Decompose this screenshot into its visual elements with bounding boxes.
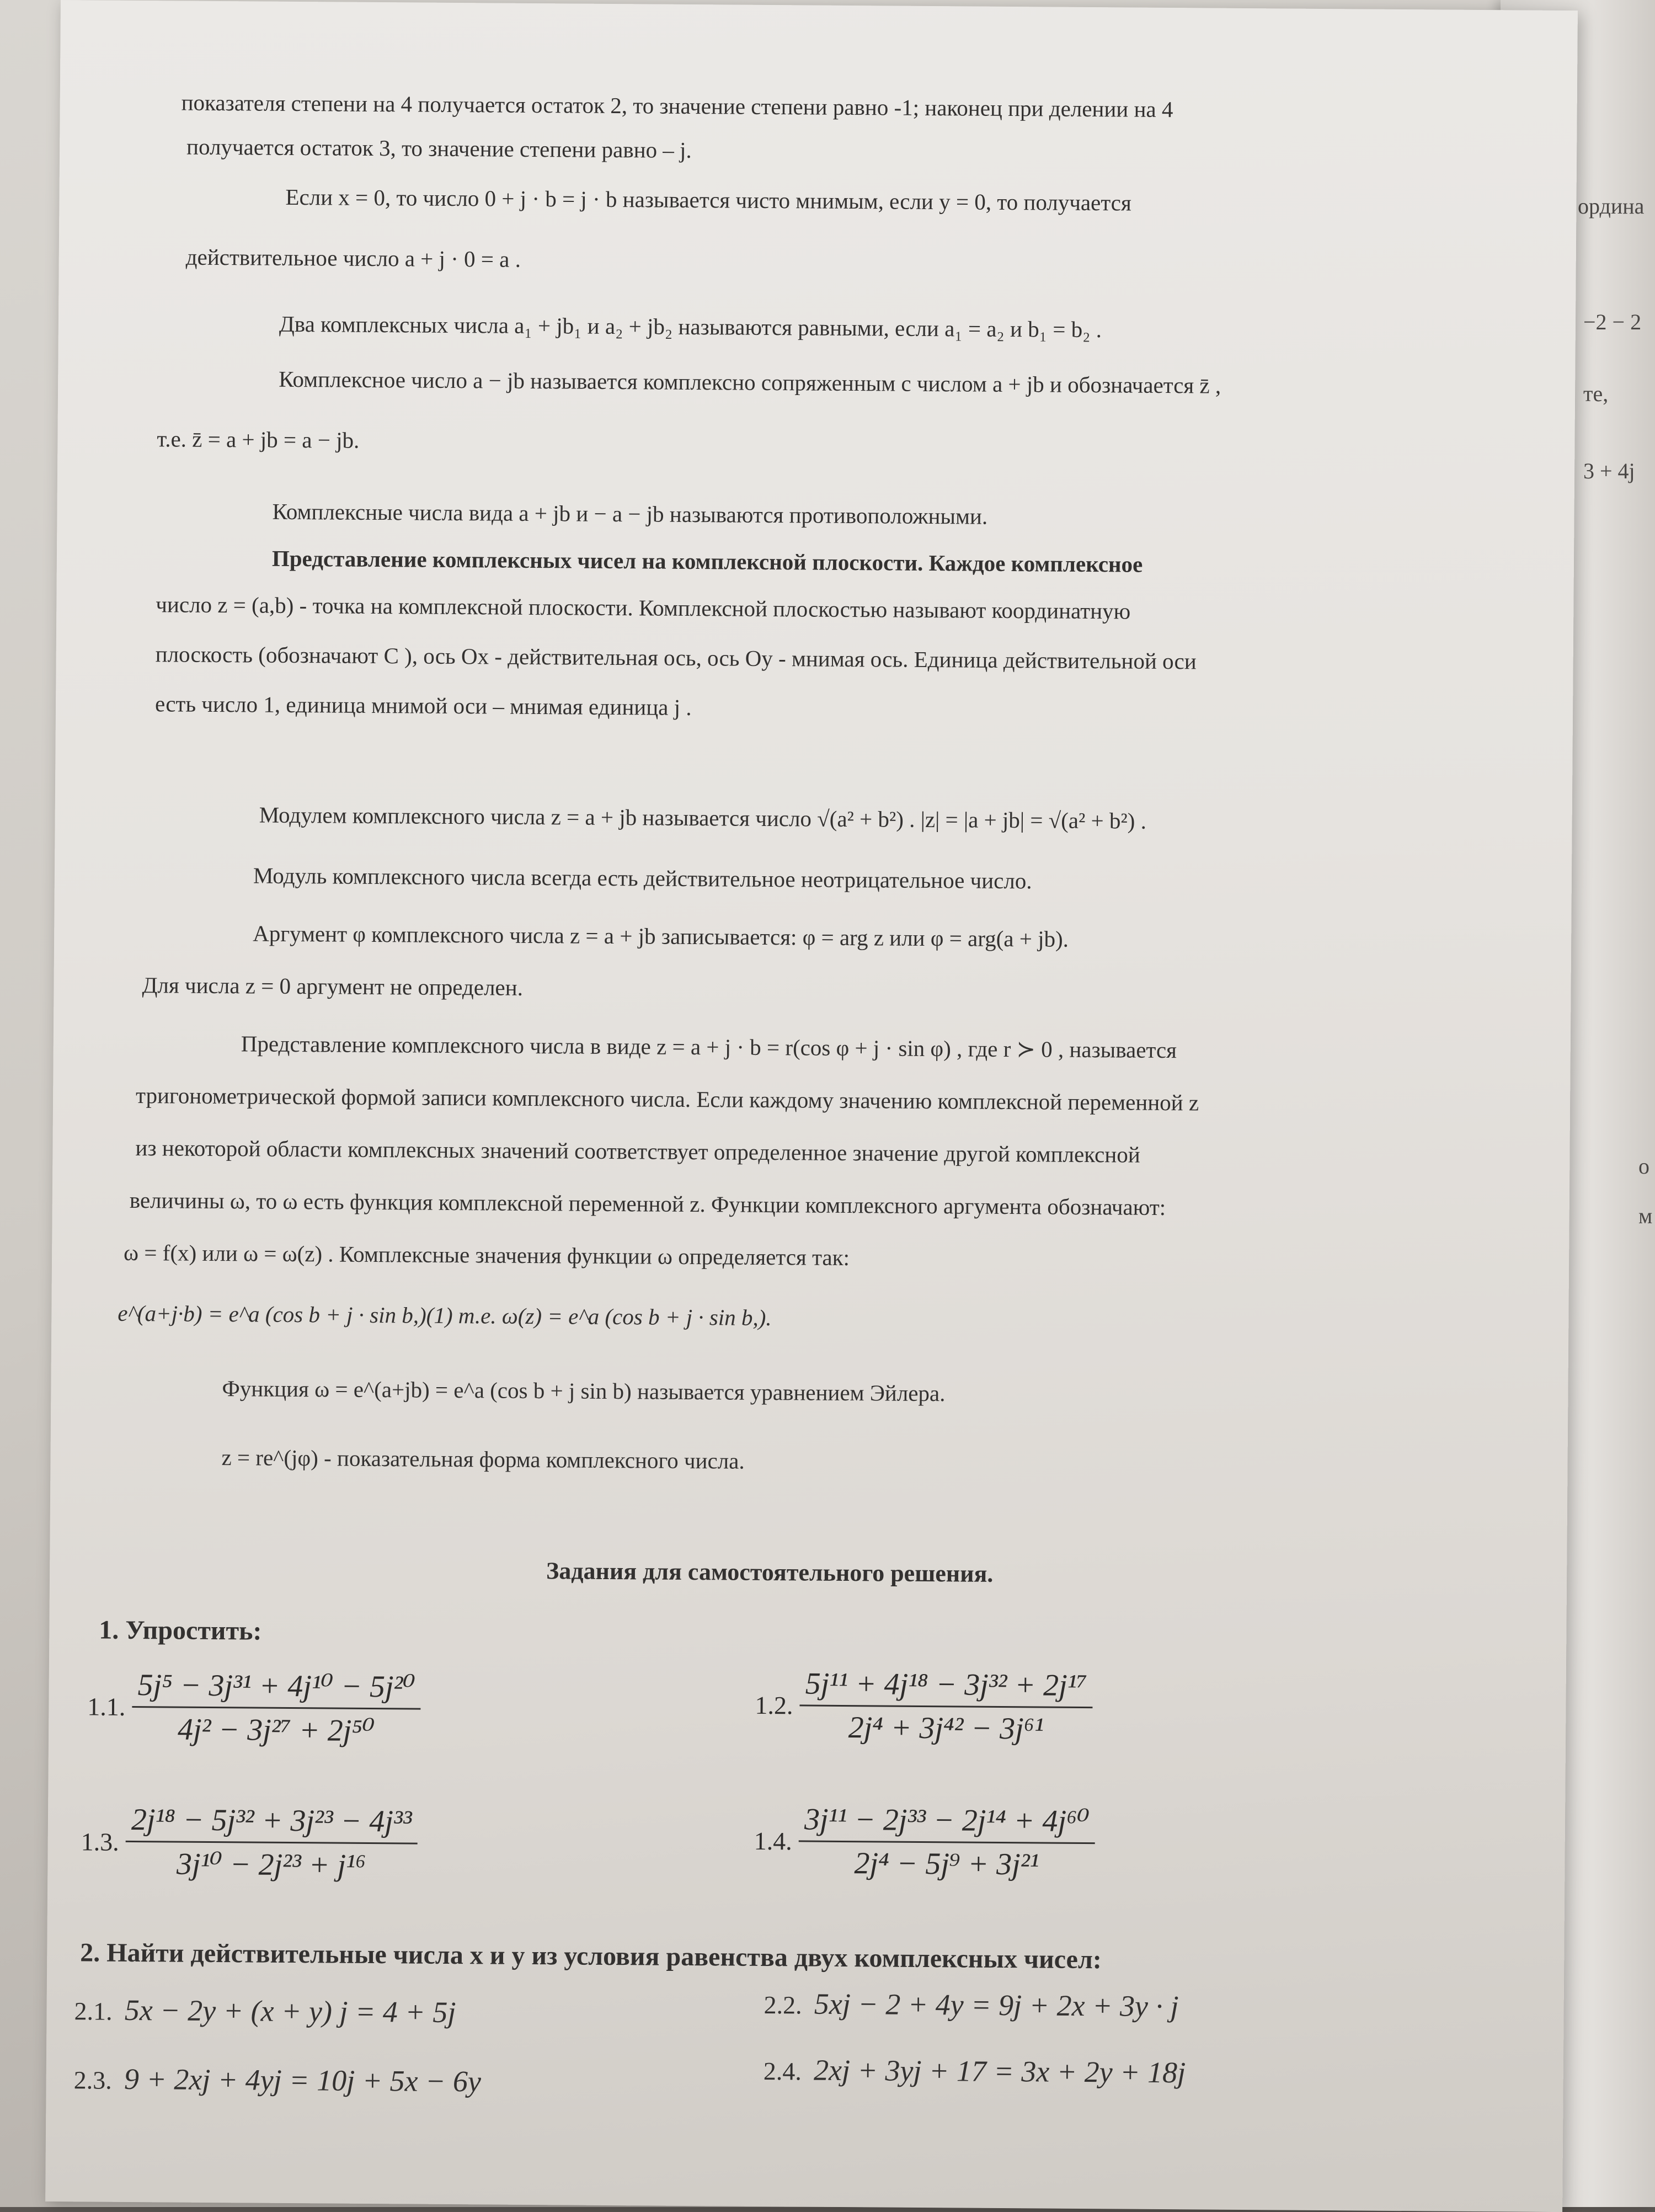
text-line: Аргумент φ комплексного числа z = a + jb записывается: φ = arg z или φ = arg(a + jb).: [253, 920, 1069, 952]
denominator: 3j¹⁰ − 2j²³ + j¹⁶: [176, 1847, 366, 1883]
section-heading-line: Представление комплексных чисел на комплексной плоскости. Каждое комплексное: [271, 545, 1143, 577]
document-page: [45, 0, 1578, 2212]
problem-label: 2.3.: [73, 2066, 112, 2094]
text-line: Функция ω = e^(a+jb) = e^a (cos b + j sin b) называется уравнением Эйлера.: [222, 1376, 946, 1406]
denominator: 2j⁴ + 3j⁴² − 3j⁶¹: [848, 1710, 1044, 1746]
text-line: т.е. z̄ = a + jb = a − jb.: [157, 426, 360, 453]
text-line: тригонометрической формой записи комплексного числа. Если каждому значению комплексной переменной z: [135, 1082, 1199, 1116]
equation: 5x − 2y + (x + y) j = 4 + 5j: [124, 1993, 456, 2029]
text-line: плоскость (обозначают C ), ось Ox - действительная ось, ось Oy - мнимая ось. Единица действительной оси: [155, 641, 1197, 674]
fraction: [798, 1801, 1095, 1883]
numerator: 5j⁵ − 3j³¹ + 4j¹⁰ − 5j²⁰: [132, 1667, 421, 1710]
edge-fragment: 3 + 4j: [1583, 459, 1635, 483]
text-line: показателя степени на 4 получается остаток 2, то значение степени равно -1; наконец при делении на 4: [181, 89, 1173, 122]
equation: 5xj − 2 + 4y = 9j + 2x + 3y · j: [814, 1987, 1179, 2023]
problem-2-4: [764, 2052, 1186, 2091]
numerator: 2j¹⁸ − 5j³² + 3j²³ − 4j³³: [126, 1802, 418, 1845]
problem-label: 2.2.: [764, 1990, 802, 2019]
problem-label: 2.1.: [74, 1997, 113, 2026]
text-line: Для числа z = 0 аргумент не определен.: [142, 972, 524, 1000]
text-line: Представление комплексного числа в виде z = a + j · b = r(cos φ + j · sin φ) , где r ≻ 0 , называется: [241, 1031, 1177, 1063]
problem-1-1: [87, 1666, 421, 1749]
fraction: [799, 1666, 1093, 1747]
text-line: ω = f(x) или ω = ω(z) . Комплексные значения функции ω определяется так:: [123, 1239, 850, 1271]
denominator: 4j² − 3j²⁷ + 2j⁵⁰: [177, 1712, 375, 1749]
denominator: 2j⁴ − 5j⁹ + 3j²¹: [854, 1846, 1039, 1882]
problem-2-2: [764, 1986, 1178, 2024]
problem-label: 1.2.: [755, 1691, 793, 1720]
problem-label: 2.4.: [763, 2056, 802, 2086]
problem-1-3: [81, 1801, 418, 1883]
edge-fragment: м: [1638, 1203, 1653, 1228]
equation: 9 + 2xj + 4yj = 10j + 5x − 6y: [124, 2062, 482, 2098]
text-line: число z = (a,b) - точка на комплексной плоскости. Комплексной плоскостью называют координатную: [156, 591, 1131, 624]
formula-line: e^(a+j·b) = e^a (cos b + j · sin b,)(1) т.е. ω(z) = e^a (cos b + j · sin b,).: [118, 1300, 772, 1331]
edge-fragment: −2 − 2: [1583, 310, 1642, 334]
edge-fragment: о: [1638, 1154, 1649, 1179]
edge-fragment: ордина: [1578, 194, 1645, 218]
problem-label: 1.3.: [81, 1827, 119, 1856]
text-line: получается остаток 3, то значение степени равно – j.: [186, 134, 692, 163]
text-line: величины ω, то ω есть функция комплексной переменной z. Функции комплексного аргумента обозначают:: [129, 1187, 1166, 1220]
problem-label: 1.4.: [754, 1826, 792, 1855]
text-line: действительное число a + j · 0 = a .: [185, 244, 521, 272]
fraction: [132, 1667, 421, 1749]
edge-fragment: те,: [1583, 381, 1609, 406]
equation: 2xj + 3yj + 17 = 3x + 2y + 18j: [813, 2053, 1186, 2090]
text-line: Комплексные числа вида a + jb и − a − jb называются противоположными.: [272, 498, 988, 529]
numerator: 5j¹¹ + 4j¹⁸ − 3j³² + 2j¹⁷: [799, 1666, 1093, 1708]
problem-2-3: [73, 2061, 481, 2099]
text-line: Два комплексных числа a₁ + jb₁ и a₂ + jb₂ называются равными, если a₁ = a₂ и b₁ = b₂ .: [279, 311, 1102, 343]
text-line: Если x = 0, то число 0 + j · b = j · b называется чисто мнимым, если y = 0, то получается: [285, 184, 1131, 216]
text-line: Модулем комплексного числа z = a + jb называется число √(a² + b²) . |z| = |a + jb| = √(a² + b²) .: [259, 802, 1147, 834]
task-section-1: 1. Упростить:: [99, 1615, 262, 1646]
tasks-title: Задания для самостоятельного решения.: [546, 1557, 994, 1587]
problem-1-2: [755, 1666, 1093, 1747]
task-section-2: 2. Найти действительные числа x и y из условия равенства двух комплексных чисел:: [80, 1938, 1102, 1975]
text-line: z = re^(jφ) - показательная форма комплексного числа.: [221, 1445, 745, 1474]
text-line: Модуль комплексного числа всегда есть действительное неотрицательное число.: [253, 862, 1032, 894]
problem-1-4: [754, 1801, 1095, 1883]
fraction: [125, 1802, 418, 1884]
numerator: 3j¹¹ − 2j³³ − 2j¹⁴ + 4j⁶⁰: [799, 1801, 1095, 1844]
text-line: из некоторой области комплексных значений соответствует определенное значение другой комплексной: [135, 1134, 1140, 1168]
problem-label: 1.1.: [87, 1692, 126, 1721]
text-line: Комплексное число a − jb называется комплексно сопряженным с числом a + jb и обозначается z̄ ,: [279, 366, 1221, 398]
text-line: есть число 1, единица мнимой оси – мнимая единица j .: [154, 691, 692, 721]
problem-2-1: [74, 1992, 456, 2030]
